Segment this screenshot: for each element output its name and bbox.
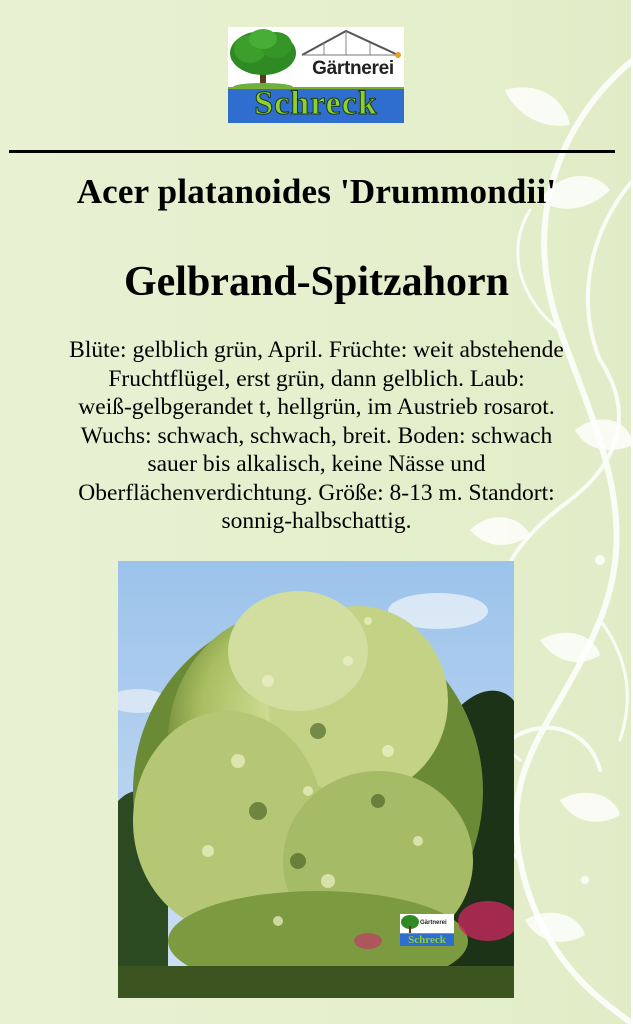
description-line: Fruchtflügel, erst grün, dann gelblich. Laub: (108, 365, 525, 392)
common-name: Gelbrand-Spitzahorn (123, 259, 510, 305)
watermark-band-text: Schreck (408, 934, 446, 946)
description-line: Blüte: gelblich grün, April. Früchte: weit abstehende (69, 337, 564, 363)
description-line: sonnig-halbschattig. (221, 508, 412, 534)
description-line: weiß-gelbgerandet t, hellgrün, im Austrieb rosarot. (78, 394, 555, 420)
logo-top-text: Gärtnerei (312, 58, 394, 79)
description-line: sauer bis alkalisch, keine Nässe und (147, 451, 486, 477)
latin-name: Acer platanoides 'Drummondii' (76, 172, 557, 211)
logo-band (228, 87, 404, 123)
company-logo (228, 27, 404, 123)
watermark-top-text: Gärtnerei (420, 920, 447, 926)
variegated-maple-tree-photo-icon (118, 561, 514, 998)
photo-watermark-logo (400, 914, 454, 946)
logo-band-text: Schreck (254, 85, 378, 122)
tree-logo-icon (400, 914, 420, 933)
tree-photo (118, 561, 514, 998)
watermark-band (400, 933, 454, 946)
plant-description (8, 336, 625, 536)
description-line: Wuchs: schwach, schwach, breit. Boden: schwach (80, 422, 553, 449)
description-line: Oberflächenverdichtung. Größe: 8-13 m. Standort: (78, 479, 555, 506)
header-divider (9, 150, 615, 153)
